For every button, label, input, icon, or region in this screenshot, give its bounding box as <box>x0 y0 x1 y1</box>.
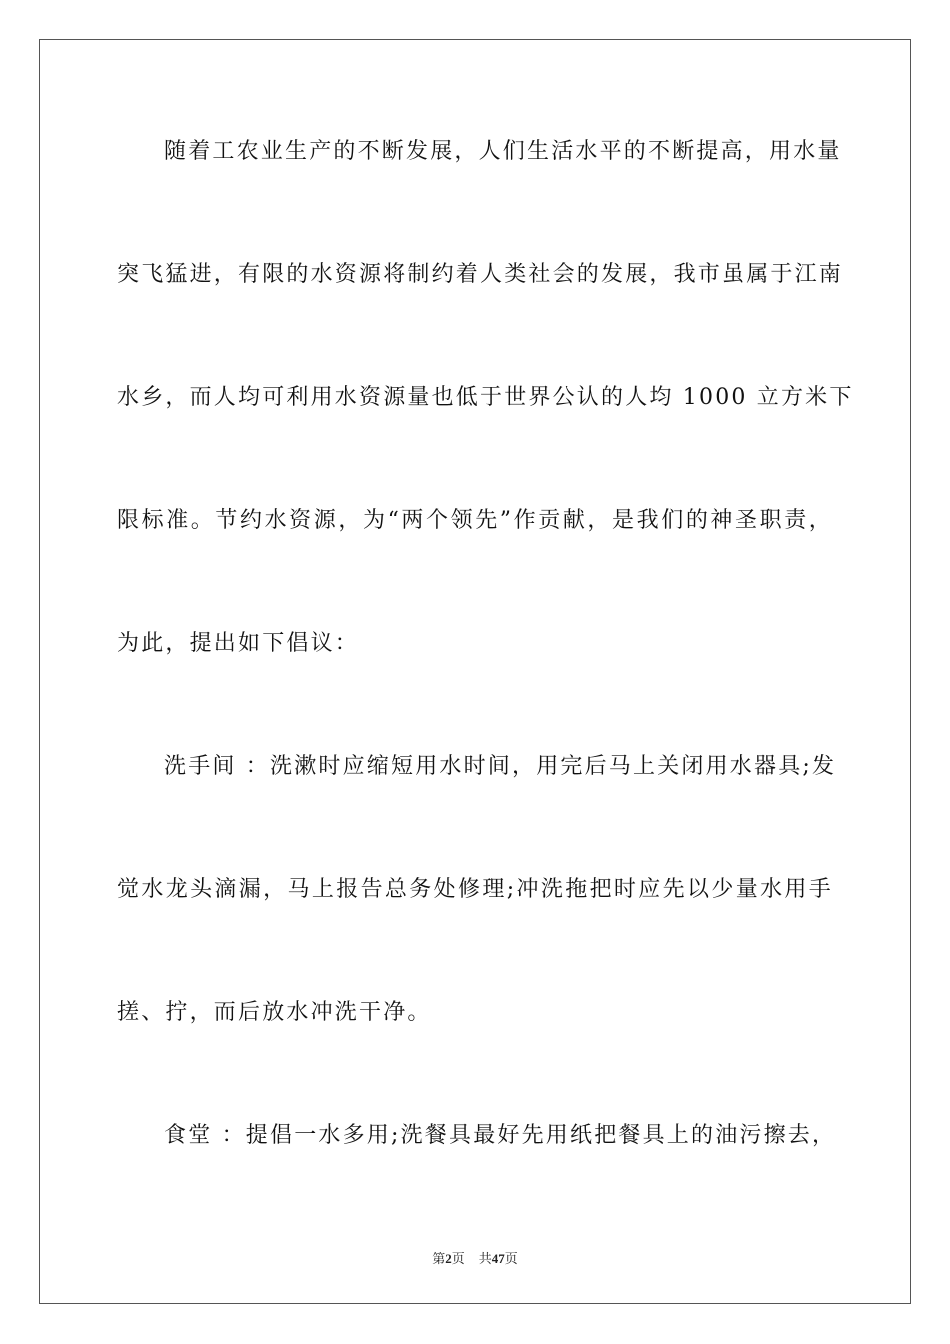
text-line: 限标准。节约水资源，为“两个领先”作贡献，是我们的神圣职责， <box>117 508 833 533</box>
text-line: 随着工农业生产的不断发展，人们生活水平的不断提高，用水量 <box>164 139 842 164</box>
page-footer <box>0 1248 950 1267</box>
text-line: 突飞猛进，有限的水资源将制约着人类社会的发展，我市虽属于江南 <box>117 262 844 287</box>
text-line: 觉水龙头滴漏，马上报告总务处修理;冲洗拖把时应先以少量水用手 <box>117 877 833 902</box>
current-page-number: 2 <box>445 1251 452 1266</box>
total-page-count: 47 <box>491 1251 505 1266</box>
page-border <box>39 39 911 1304</box>
text-line: 洗手间 ：洗漱时应缩短用水时间，用完后马上关闭用水器具;发 <box>164 754 837 779</box>
text-line: 水乡，而人均可利用水资源量也低于世界公认的人均 1000 立方米下 <box>117 385 854 410</box>
page-suffix: 页 <box>451 1251 465 1266</box>
text-line: 食堂 ：提倡一水多用;洗餐具最好先用纸把餐具上的油污擦去， <box>164 1123 837 1148</box>
text-line: 搓、拧，而后放水冲洗干净。 <box>117 1000 432 1025</box>
text-line: 为此，提出如下倡议： <box>117 631 360 656</box>
total-suffix: 页 <box>504 1251 518 1266</box>
total-prefix: 共 <box>478 1251 492 1266</box>
page-prefix: 第 <box>432 1251 446 1266</box>
